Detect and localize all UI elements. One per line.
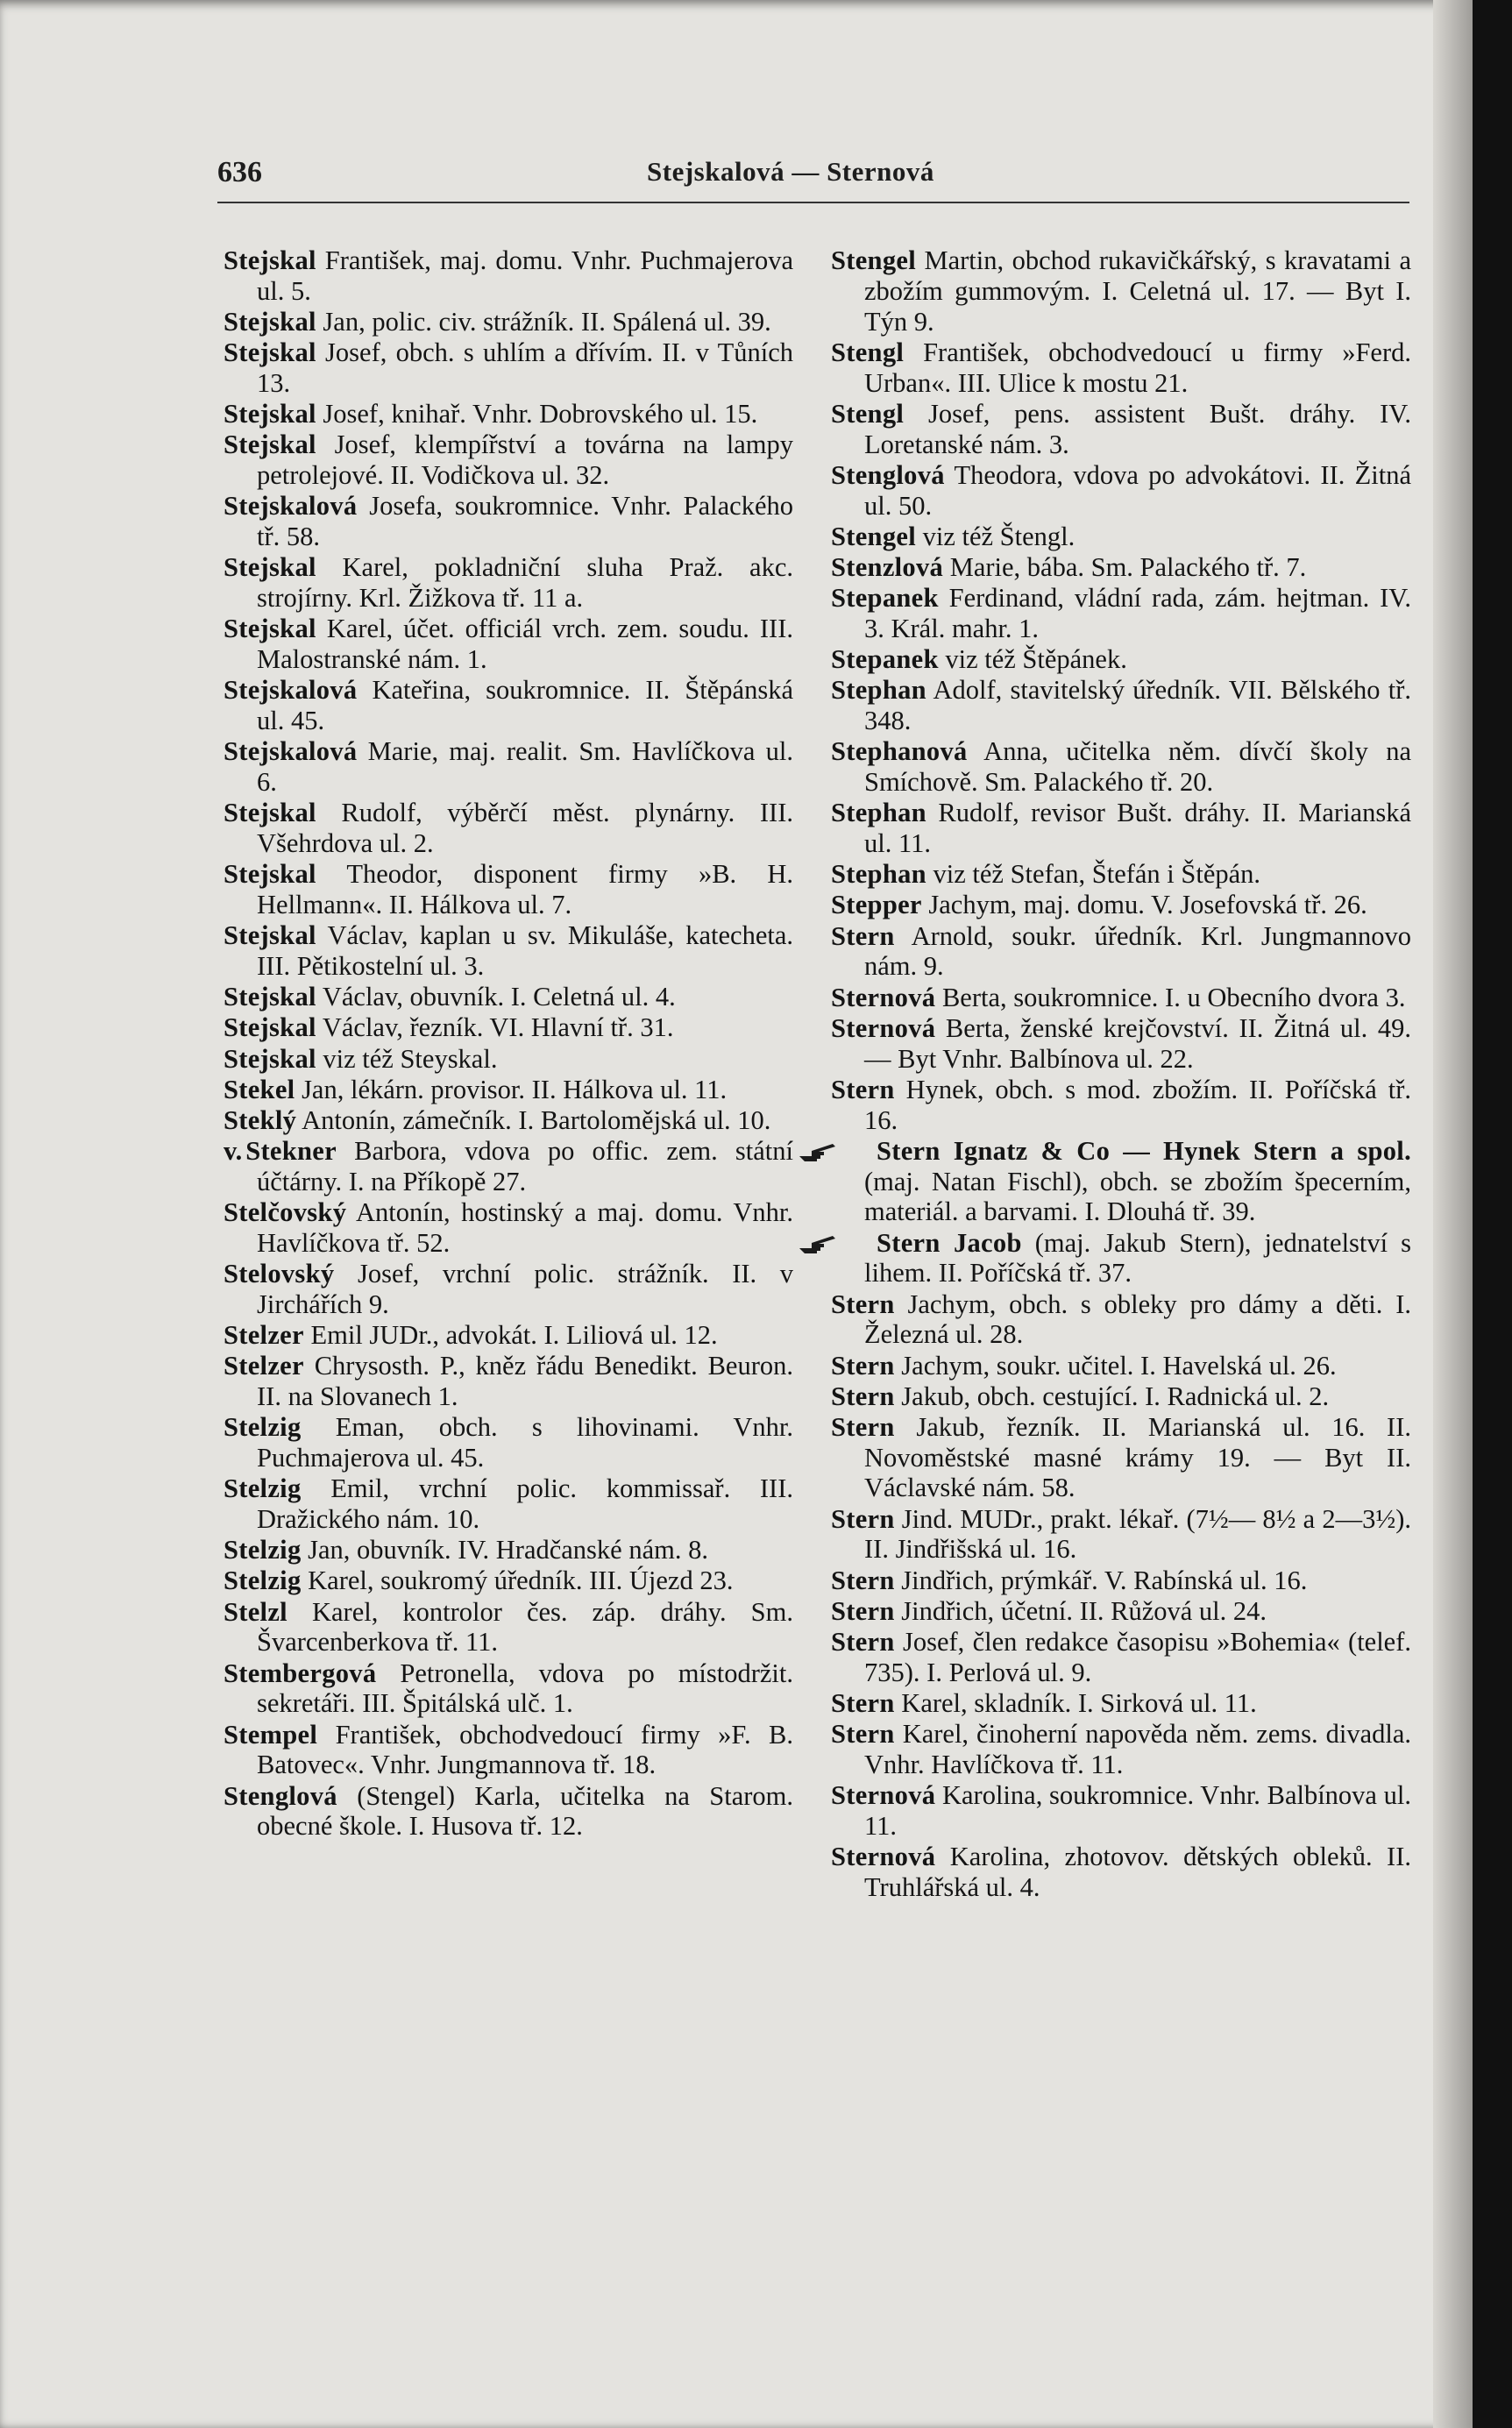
entry-surname: Stejskal bbox=[224, 245, 316, 275]
entry-surname: Stelzig bbox=[224, 1565, 302, 1596]
entry-details: Václav, kaplan u sv. Mikuláše, katecheta. III. Pětikostelní ul. 3. bbox=[257, 920, 793, 982]
entry-details: Martin, obchod rukavičkářský, s kravatami a zbožím gummovým. I. Celetná ul. 17. — Byt I. Týn 9. bbox=[864, 245, 1411, 337]
entry-details: Karolina, soukromnice. Vnhr. Balbínova ul. 11. bbox=[864, 1780, 1411, 1841]
directory-entry bbox=[831, 736, 1411, 798]
directory-entry bbox=[224, 1412, 793, 1473]
entry-surname: Stern bbox=[831, 1289, 895, 1319]
directory-entry bbox=[224, 307, 793, 337]
directory-entry bbox=[831, 1627, 1411, 1688]
entry-surname: Stelzer bbox=[224, 1351, 304, 1381]
entry-surname: Steklý bbox=[224, 1104, 297, 1135]
directory-entry bbox=[224, 1535, 793, 1565]
entry-surname: Stepper bbox=[831, 890, 922, 920]
directory-entry bbox=[831, 1228, 1411, 1289]
directory-entry bbox=[831, 798, 1411, 859]
entry-surname: Stenzlová bbox=[831, 551, 944, 582]
entry-details: Adolf, stavitelský úředník. VII. Bělského tř. 348. bbox=[864, 675, 1411, 736]
entry-surname: Stern Jacob bbox=[877, 1227, 1022, 1258]
directory-entry bbox=[224, 552, 793, 614]
entry-details: Jan, obuvník. IV. Hradčanské nám. 8. bbox=[301, 1535, 708, 1565]
entry-details: Václav, obuvník. I. Celetná ul. 4. bbox=[316, 982, 676, 1012]
entry-details: Theodora, vdova po advokátovi. II. Žitná ul. 50. bbox=[864, 459, 1411, 521]
page-number: 636 bbox=[217, 156, 262, 188]
entry-surname: Stelzig bbox=[224, 1412, 302, 1443]
running-head: Stejskalová — Sternová bbox=[647, 156, 934, 187]
entry-details: (maj. Natan Fischl), obch. se zbožím špecerním, materiál. a barvami. I. Dlouhá tř. 39. bbox=[864, 1166, 1411, 1227]
directory-entry bbox=[831, 1688, 1411, 1719]
directory-entry bbox=[831, 1504, 1411, 1565]
entry-details: Jindřich, prýmkář. V. Rabínská ul. 16. bbox=[894, 1565, 1308, 1595]
directory-entry bbox=[224, 1565, 793, 1596]
directory-entry bbox=[224, 1597, 793, 1658]
entry-surname: Stejskal bbox=[224, 430, 316, 460]
entry-details: Antonín, hostinský a maj. domu. Vnhr. Havlíčkova tř. 52. bbox=[257, 1197, 793, 1258]
entry-details: Jind. MUDr., prakt. lékař. (7½— 8½ a 2—3½). II. Jindřišská ul. 16. bbox=[864, 1503, 1411, 1565]
left-column bbox=[224, 245, 793, 1842]
directory-entry bbox=[224, 1197, 793, 1259]
entry-surname: Stejskal bbox=[224, 1012, 316, 1043]
entry-surname: Stenglová bbox=[224, 1780, 337, 1811]
entry-details: Antonín, zámečník. I. Bartolomějská ul. 10. bbox=[296, 1104, 771, 1135]
directory-entry bbox=[224, 430, 793, 491]
entry-details: František, maj. domu. Vnhr. Puchmajerova ul. 5. bbox=[257, 245, 793, 306]
entry-surname: Stejskal bbox=[224, 982, 316, 1012]
entry-surname: Stejskal bbox=[224, 798, 316, 828]
entry-details: viz též Štěpánek. bbox=[938, 644, 1127, 675]
entry-details: Karel, kontrolor čes. záp. dráhy. Sm. Švarcenberkova tř. 11. bbox=[257, 1596, 793, 1658]
entry-surname: Stelovský bbox=[224, 1259, 335, 1289]
entry-surname: Stejskal bbox=[224, 859, 316, 890]
entry-details: Berta, soukromnice. I. u Obecního dvora 3. bbox=[935, 982, 1406, 1012]
directory-entry bbox=[224, 1320, 793, 1351]
entry-surname: Stern bbox=[831, 1411, 895, 1442]
entry-details: Marie, maj. realit. Sm. Havlíčkova ul. 6. bbox=[257, 736, 793, 798]
entry-details: Josef, klempířství a továrna na lampy petrolejové. II. Vodičkova ul. 32. bbox=[257, 430, 793, 491]
entry-surname: Stern bbox=[831, 1074, 895, 1104]
pointing-hand-icon bbox=[831, 1139, 871, 1163]
directory-entry bbox=[831, 1596, 1411, 1627]
entry-details: Karolina, zhotovov. dětských obleků. II. Truhlářská ul. 4. bbox=[864, 1842, 1411, 1902]
entry-details: Jachym, soukr. učitel. I. Havelská ul. 26. bbox=[894, 1350, 1337, 1381]
directory-entry bbox=[831, 399, 1411, 460]
entry-surname: Stempel bbox=[224, 1719, 318, 1750]
directory-entry bbox=[224, 1781, 793, 1842]
entry-surname: Stejskal bbox=[224, 399, 316, 430]
entry-details: Rudolf, výběrčí měst. plynárny. III. Všehrdova ul. 2. bbox=[257, 798, 793, 859]
entry-surname: Stern bbox=[831, 1381, 895, 1411]
entry-surname: Stern bbox=[831, 1350, 895, 1381]
directory-entry bbox=[831, 921, 1411, 983]
directory-entry bbox=[831, 337, 1411, 399]
entry-surname: Stephanová bbox=[831, 736, 968, 767]
entry-surname: Stern bbox=[831, 1719, 895, 1750]
entry-details: Jakub, obch. cestující. I. Radnická ul. 2. bbox=[894, 1381, 1330, 1411]
entry-surname: Stejskal bbox=[224, 920, 316, 951]
directory-entry bbox=[224, 859, 793, 920]
entry-surname: Stengel bbox=[831, 245, 916, 275]
directory-entry bbox=[831, 675, 1411, 736]
entry-details: Marie, bába. Sm. Palackého tř. 7. bbox=[943, 551, 1307, 582]
entry-surname: Stekner bbox=[245, 1136, 337, 1167]
directory-entry bbox=[831, 983, 1411, 1013]
entry-surname: Stengl bbox=[831, 337, 905, 367]
entry-details: Josef, vrchní polic. strážník. II. v Jirchářích 9. bbox=[257, 1259, 793, 1319]
entry-details: František, obchodvedoucí u firmy »Ferd. Urban«. III. Ulice k mostu 21. bbox=[864, 337, 1411, 398]
directory-entry bbox=[831, 1565, 1411, 1596]
entry-surname: Stern bbox=[831, 1688, 895, 1718]
directory-entry bbox=[224, 1136, 793, 1197]
entry-details: František, obchodvedoucí firmy »F. B. Batovec«. Vnhr. Jungmannova tř. 18. bbox=[257, 1719, 793, 1780]
directory-entry bbox=[224, 736, 793, 798]
entry-details: Václav, řezník. VI. Hlavní tř. 31. bbox=[316, 1012, 674, 1043]
directory-entry bbox=[831, 1013, 1411, 1075]
entry-surname: Stejskal bbox=[224, 614, 316, 644]
entry-surname: Stejskalová bbox=[224, 675, 358, 706]
entry-surname: Stephan bbox=[831, 798, 926, 828]
entry-details: Karel, činoherní napověda něm. zems. divadla. Vnhr. Havlíčkova tř. 11. bbox=[864, 1719, 1411, 1779]
entry-surname: Stejskalová bbox=[224, 491, 358, 522]
entry-details: viz též Stefan, Štefán i Štěpán. bbox=[926, 859, 1261, 890]
right-column bbox=[831, 245, 1411, 1903]
pointing-hand-icon bbox=[831, 1231, 871, 1255]
entry-details: Arnold, soukr. úředník. Krl. Jungmannovo nám. 9. bbox=[864, 920, 1411, 982]
entry-surname: Stejskal bbox=[224, 306, 316, 337]
entry-surname: Stengl bbox=[831, 398, 905, 429]
directory-entry bbox=[224, 1658, 793, 1720]
entry-details: Petronella, vdova po místodržit. sekretáři. III. Špitálská ulč. 1. bbox=[257, 1658, 793, 1719]
entry-details: Karel, skladník. I. Sirková ul. 11. bbox=[894, 1688, 1257, 1718]
entry-details: Ferdinand, vládní rada, zám. hejtman. IV. 3. Král. mahr. 1. bbox=[864, 583, 1411, 643]
entry-surname: Stern bbox=[831, 1503, 895, 1534]
directory-entry bbox=[224, 491, 793, 552]
entry-details: Rudolf, revisor Bušt. dráhy. II. Marianská ul. 11. bbox=[864, 798, 1411, 859]
entry-surname: Stephan bbox=[831, 675, 926, 706]
entry-details: Karel, účet. officiál vrch. zem. soudu. III. Malostranské nám. 1. bbox=[257, 614, 793, 675]
directory-entry bbox=[831, 245, 1411, 337]
entry-surname: Stembergová bbox=[224, 1658, 377, 1688]
directory-entry bbox=[831, 1842, 1411, 1903]
entry-details: Josef, člen redakce časopisu »Bohemia« (telef. 735). I. Perlová ul. 9. bbox=[864, 1627, 1411, 1687]
entry-surname: Stepanek bbox=[831, 644, 939, 675]
directory-entry bbox=[224, 1720, 793, 1781]
entry-details: Hynek, obch. s mod. zbožím. II. Poříčská tř. 16. bbox=[864, 1074, 1411, 1135]
directory-entry bbox=[224, 982, 793, 1012]
entry-surname: Stejskalová bbox=[224, 736, 358, 767]
directory-entry bbox=[831, 890, 1411, 920]
page-edge-shadow bbox=[1473, 0, 1512, 2428]
entry-surname: Stephan bbox=[831, 859, 926, 890]
entry-surname: Stelzer bbox=[224, 1320, 304, 1351]
entry-details: Berta, ženské krejčovství. II. Žitná ul. 49. — Byt Vnhr. Balbínova ul. 22. bbox=[864, 1012, 1411, 1074]
entry-details: Emil, vrchní polic. kommissař. III. Dražického nám. 10. bbox=[257, 1473, 793, 1535]
entry-surname: Sternová bbox=[831, 1780, 936, 1811]
directory-entry bbox=[831, 460, 1411, 522]
entry-surname: Stern Ignatz & Co — Hynek Stern a spol. bbox=[877, 1135, 1411, 1166]
entry-surname: Stern bbox=[831, 1565, 895, 1595]
directory-entry bbox=[224, 1012, 793, 1043]
entry-details: Josefa, soukromnice. Vnhr. Palackého tř. 58. bbox=[257, 491, 793, 552]
directory-entry bbox=[831, 1381, 1411, 1412]
entry-details: Theodor, disponent firmy »B. H. Hellmann«. II. Hálkova ul. 7. bbox=[257, 859, 793, 920]
entry-surname: Stejskal bbox=[224, 337, 316, 368]
entry-surname: Stelzig bbox=[224, 1473, 302, 1504]
entry-prefix: v. bbox=[224, 1136, 243, 1167]
entry-details: Anna, učitelka něm. dívčí školy na Smíchově. Sm. Palackého tř. 20. bbox=[864, 736, 1411, 798]
entry-details: Karel, pokladniční sluha Praž. akc. strojírny. Krl. Žižkova tř. 11 a. bbox=[257, 552, 793, 614]
directory-entry bbox=[224, 1044, 793, 1075]
directory-entry bbox=[224, 1259, 793, 1320]
directory-entry bbox=[224, 920, 793, 982]
header-rule bbox=[217, 202, 1409, 203]
directory-entry bbox=[224, 399, 793, 430]
directory-entry bbox=[224, 798, 793, 859]
directory-entry bbox=[831, 552, 1411, 583]
entry-surname: Stelzig bbox=[224, 1535, 302, 1565]
entry-details: viz též Štengl. bbox=[915, 521, 1075, 551]
entry-details: Josef, knihař. Vnhr. Dobrovského ul. 15. bbox=[316, 399, 758, 430]
directory-entry bbox=[831, 1351, 1411, 1381]
directory-entry bbox=[831, 644, 1411, 675]
directory-entry bbox=[831, 583, 1411, 644]
directory-entry bbox=[224, 245, 793, 307]
entry-details: Jachym, obch. s obleky pro dámy a děti. I. Železná ul. 28. bbox=[864, 1289, 1411, 1350]
entry-details: Jan, polic. civ. strážník. II. Spálená ul. 39. bbox=[316, 306, 771, 337]
entry-details: (maj. Jakub Stern), jednatelství s lihem. II. Poříčská tř. 37. bbox=[864, 1227, 1411, 1289]
entry-surname: Stejskal bbox=[224, 1043, 316, 1074]
entry-details: Chrysosth. P., kněz řádu Benedikt. Beuron. II. na Slovanech 1. bbox=[257, 1351, 793, 1412]
directory-entry bbox=[831, 1289, 1411, 1351]
entry-details: Josef, pens. assistent Bušt. dráhy. IV. Loretanské nám. 3. bbox=[864, 398, 1411, 459]
entry-surname: Stekel bbox=[224, 1074, 295, 1104]
entry-surname: Stepanek bbox=[831, 583, 939, 614]
directory-entry bbox=[831, 1136, 1411, 1227]
entry-details: Jakub, řezník. II. Marianská ul. 16. II. Novoměstské masné krámy 19. — Byt II. Václavské nám. 58. bbox=[864, 1411, 1411, 1503]
entry-details: Jan, lékárn. provisor. II. Hálkova ul. 11. bbox=[295, 1074, 728, 1104]
entry-surname: Sternová bbox=[831, 982, 936, 1012]
entry-details: Jachym, maj. domu. V. Josefovská tř. 26. bbox=[921, 890, 1367, 920]
entry-surname: Stelzl bbox=[224, 1596, 287, 1627]
directory-entry bbox=[224, 1105, 793, 1136]
entry-details: Kateřina, soukromnice. II. Štěpánská ul. 45. bbox=[257, 675, 793, 736]
entry-details: (Stengel) Karla, učitelka na Starom. obecné škole. I. Husova tř. 12. bbox=[257, 1780, 793, 1842]
entry-surname: Stengel bbox=[831, 521, 916, 551]
entry-details: Emil JUDr., advokát. I. Liliová ul. 12. bbox=[303, 1320, 718, 1351]
entry-surname: Stelčovský bbox=[224, 1197, 347, 1228]
directory-entry bbox=[224, 337, 793, 399]
entry-details: Karel, soukromý úředník. III. Újezd 23. bbox=[301, 1565, 734, 1596]
directory-entry bbox=[831, 1412, 1411, 1503]
directory-entry bbox=[831, 1719, 1411, 1780]
directory-entry bbox=[224, 675, 793, 736]
entry-details: Jindřich, účetní. II. Růžová ul. 24. bbox=[894, 1595, 1267, 1626]
directory-entry bbox=[224, 614, 793, 675]
entry-surname: Sternová bbox=[831, 1012, 936, 1043]
directory-entry bbox=[224, 1351, 793, 1412]
page-header bbox=[217, 156, 1409, 200]
entry-surname: Stern bbox=[831, 1627, 895, 1658]
directory-entry bbox=[831, 859, 1411, 890]
entry-surname: Stenglová bbox=[831, 459, 945, 490]
entry-details: Eman, obch. s lihovinami. Vnhr. Puchmajerova ul. 45. bbox=[257, 1412, 793, 1473]
entry-details: viz též Steyskal. bbox=[316, 1043, 498, 1074]
entry-surname: Stejskal bbox=[224, 552, 316, 583]
directory-entry bbox=[831, 522, 1411, 552]
directory-entry bbox=[831, 1780, 1411, 1842]
directory-entry bbox=[831, 1075, 1411, 1136]
directory-entry bbox=[224, 1473, 793, 1535]
directory-entry bbox=[224, 1075, 793, 1105]
entry-surname: Stern bbox=[831, 1595, 895, 1626]
entry-surname: Stern bbox=[831, 920, 895, 951]
entry-surname: Sternová bbox=[831, 1842, 936, 1872]
entry-details: Josef, obch. s uhlím a dřívím. II. v Tůních 13. bbox=[257, 337, 793, 398]
entry-details: Barbora, vdova po offic. zem. státní účtárny. I. na Příkopě 27. bbox=[257, 1136, 793, 1196]
